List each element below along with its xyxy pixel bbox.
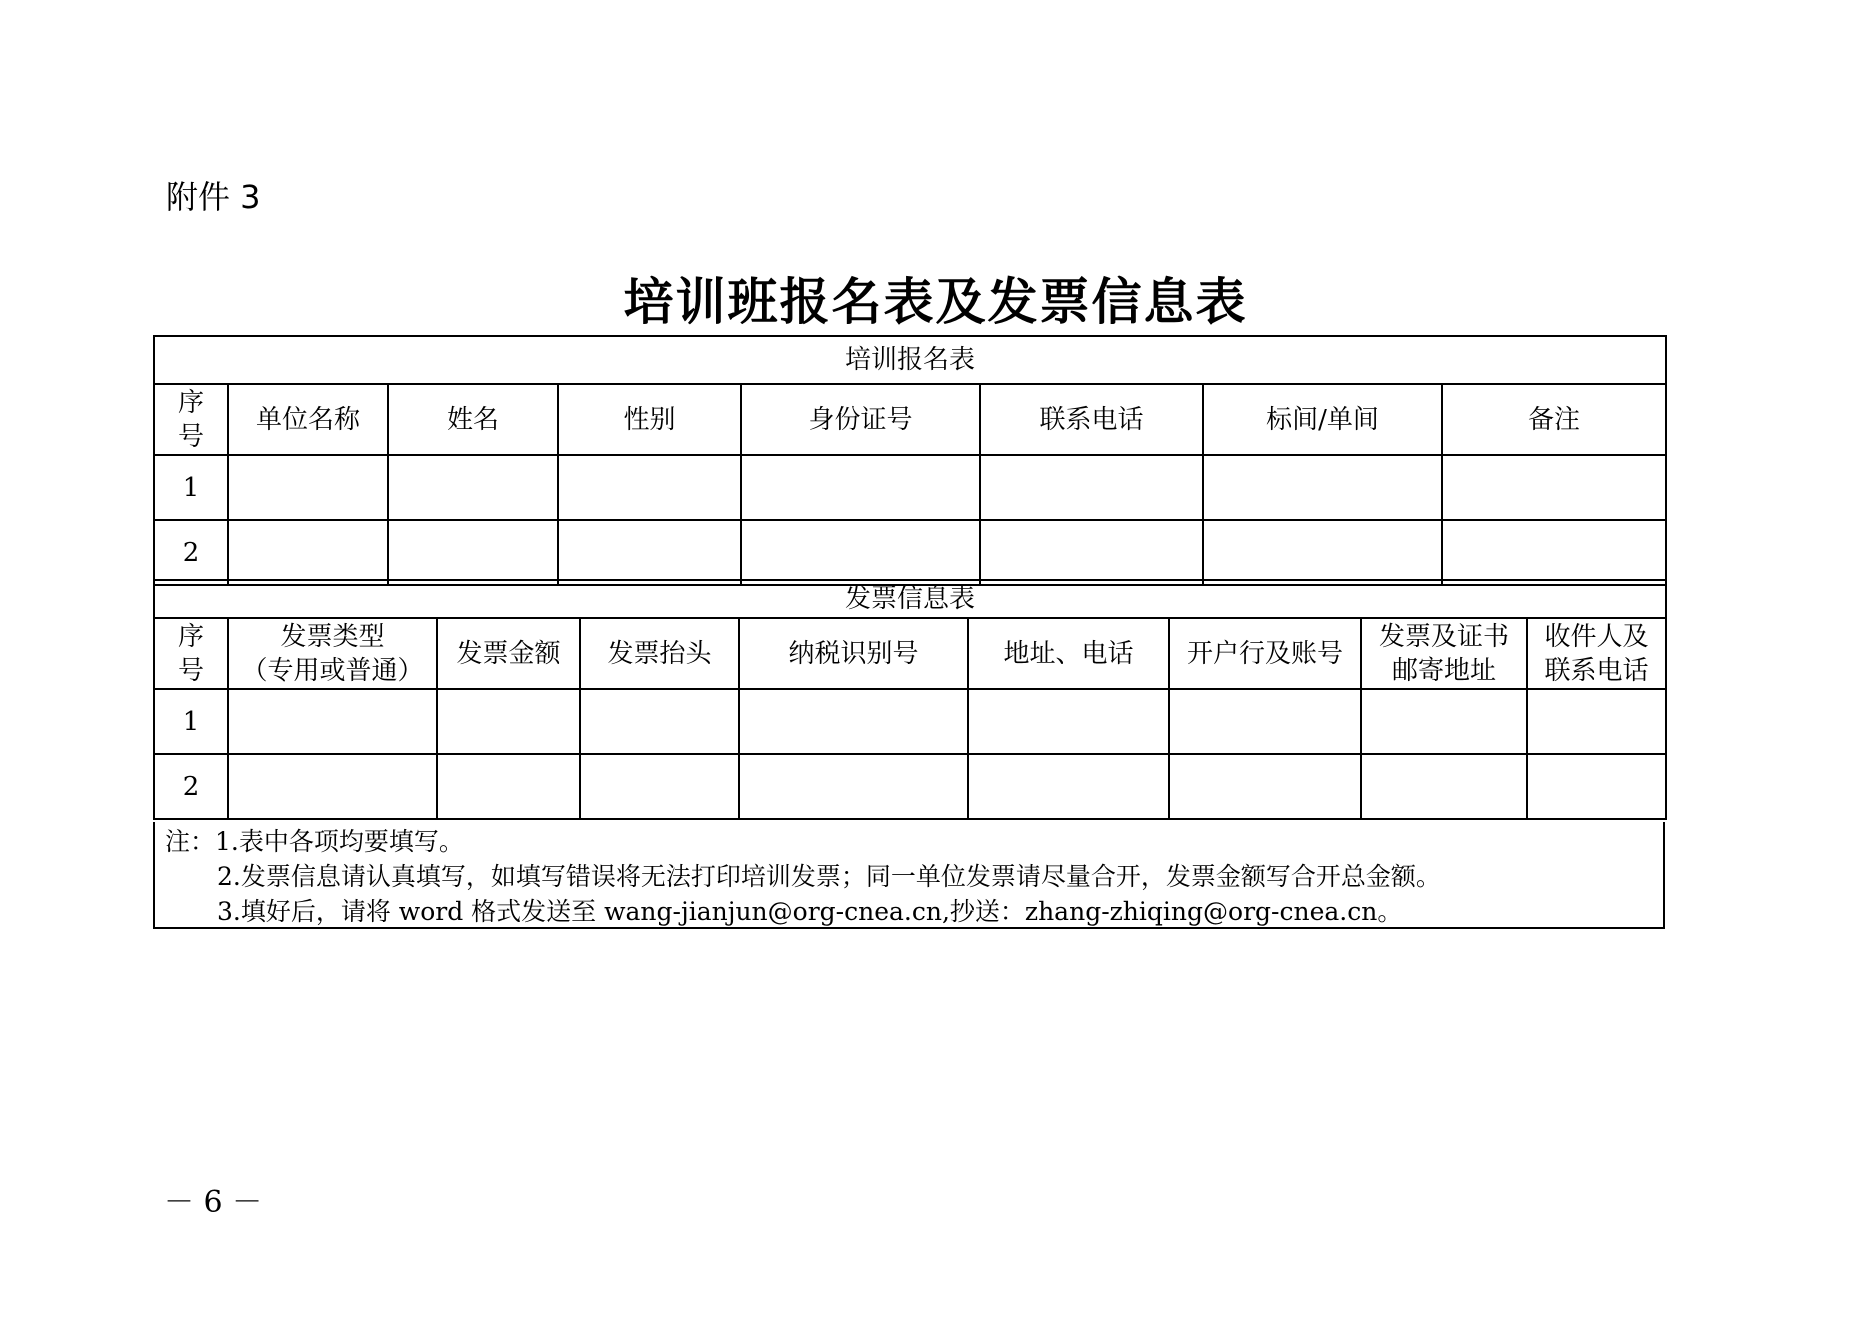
note-line-2: 2.发票信息请认真填写，如填写错误将无法打印培训发票；同一单位发票请尽量合开，发票金额写合开总金额。 xyxy=(217,862,1441,891)
header-recipient-phone: 收件人及 联系电话 xyxy=(1527,618,1666,689)
row-index: 2 xyxy=(154,754,228,819)
registration-section-row xyxy=(154,336,1666,384)
header-address-phone: 地址、电话 xyxy=(968,618,1169,689)
room-type-cell[interactable] xyxy=(1203,520,1442,585)
name-cell[interactable] xyxy=(388,520,558,585)
remarks-cell[interactable] xyxy=(1442,520,1666,585)
invoice-section-title: 发票信息表 xyxy=(154,580,1666,618)
document-title: 培训班报名表及发票信息表 xyxy=(623,272,1248,331)
name-cell[interactable] xyxy=(388,455,558,520)
invoice-header-row xyxy=(154,618,1666,689)
tax-id-cell[interactable] xyxy=(739,754,968,819)
notes-box xyxy=(153,822,1665,929)
bank-account-cell[interactable] xyxy=(1169,689,1361,754)
header-name: 姓名 xyxy=(388,384,558,455)
header-tax-id: 纳税识别号 xyxy=(739,618,968,689)
header-unit-name: 单位名称 xyxy=(228,384,388,455)
note-line-3: 3.填好后，请将 word 格式发送至 wang-jianjun@org-cnea.cn,抄送：zhang-zhiqing@org-cnea.cn。 xyxy=(217,897,1403,926)
header-seq: 序 号 xyxy=(154,618,228,689)
header-remarks: 备注 xyxy=(1442,384,1666,455)
room-type-cell[interactable] xyxy=(1203,455,1442,520)
invoice-amount-cell[interactable] xyxy=(437,754,580,819)
mailing-address-cell[interactable] xyxy=(1361,754,1527,819)
note-line-1: 注：1.表中各项均要填写。 xyxy=(165,827,464,856)
invoice-type-cell[interactable] xyxy=(228,689,437,754)
invoice-type-cell[interactable] xyxy=(228,754,437,819)
bank-account-cell[interactable] xyxy=(1169,754,1361,819)
registration-header-row xyxy=(154,384,1666,455)
phone-cell[interactable] xyxy=(980,520,1203,585)
invoice-amount-cell[interactable] xyxy=(437,689,580,754)
phone-cell[interactable] xyxy=(980,455,1203,520)
tax-id-cell[interactable] xyxy=(739,689,968,754)
header-seq: 序 号 xyxy=(154,384,228,455)
table-row xyxy=(154,455,1666,520)
attachment-label: 附件 3 xyxy=(166,178,261,216)
header-invoice-amount: 发票金额 xyxy=(437,618,580,689)
header-room-type: 标间/单间 xyxy=(1203,384,1442,455)
registration-section-title: 培训报名表 xyxy=(154,336,1666,384)
registration-table xyxy=(153,335,1667,586)
invoice-section-row xyxy=(154,580,1666,618)
id-number-cell[interactable] xyxy=(741,455,980,520)
recipient-phone-cell[interactable] xyxy=(1527,754,1666,819)
unit-name-cell[interactable] xyxy=(228,520,388,585)
mailing-address-cell[interactable] xyxy=(1361,689,1527,754)
table-row xyxy=(154,754,1666,819)
page-number: － 6 － xyxy=(164,1185,263,1220)
row-index: 1 xyxy=(154,455,228,520)
header-invoice-type: 发票类型 （专用或普通） xyxy=(228,618,437,689)
invoice-title-cell[interactable] xyxy=(580,689,739,754)
unit-name-cell[interactable] xyxy=(228,455,388,520)
header-gender: 性别 xyxy=(558,384,741,455)
invoice-title-cell[interactable] xyxy=(580,754,739,819)
header-invoice-title: 发票抬头 xyxy=(580,618,739,689)
header-bank-account: 开户行及账号 xyxy=(1169,618,1361,689)
row-index: 1 xyxy=(154,689,228,754)
header-mailing-address: 发票及证书 邮寄地址 xyxy=(1361,618,1527,689)
table-row xyxy=(154,689,1666,754)
remarks-cell[interactable] xyxy=(1442,455,1666,520)
row-index: 2 xyxy=(154,520,228,585)
address-phone-cell[interactable] xyxy=(968,689,1169,754)
recipient-phone-cell[interactable] xyxy=(1527,689,1666,754)
table-row xyxy=(154,520,1666,585)
header-id-number: 身份证号 xyxy=(741,384,980,455)
gender-cell[interactable] xyxy=(558,455,741,520)
address-phone-cell[interactable] xyxy=(968,754,1169,819)
invoice-table xyxy=(153,579,1667,820)
header-phone: 联系电话 xyxy=(980,384,1203,455)
id-number-cell[interactable] xyxy=(741,520,980,585)
gender-cell[interactable] xyxy=(558,520,741,585)
